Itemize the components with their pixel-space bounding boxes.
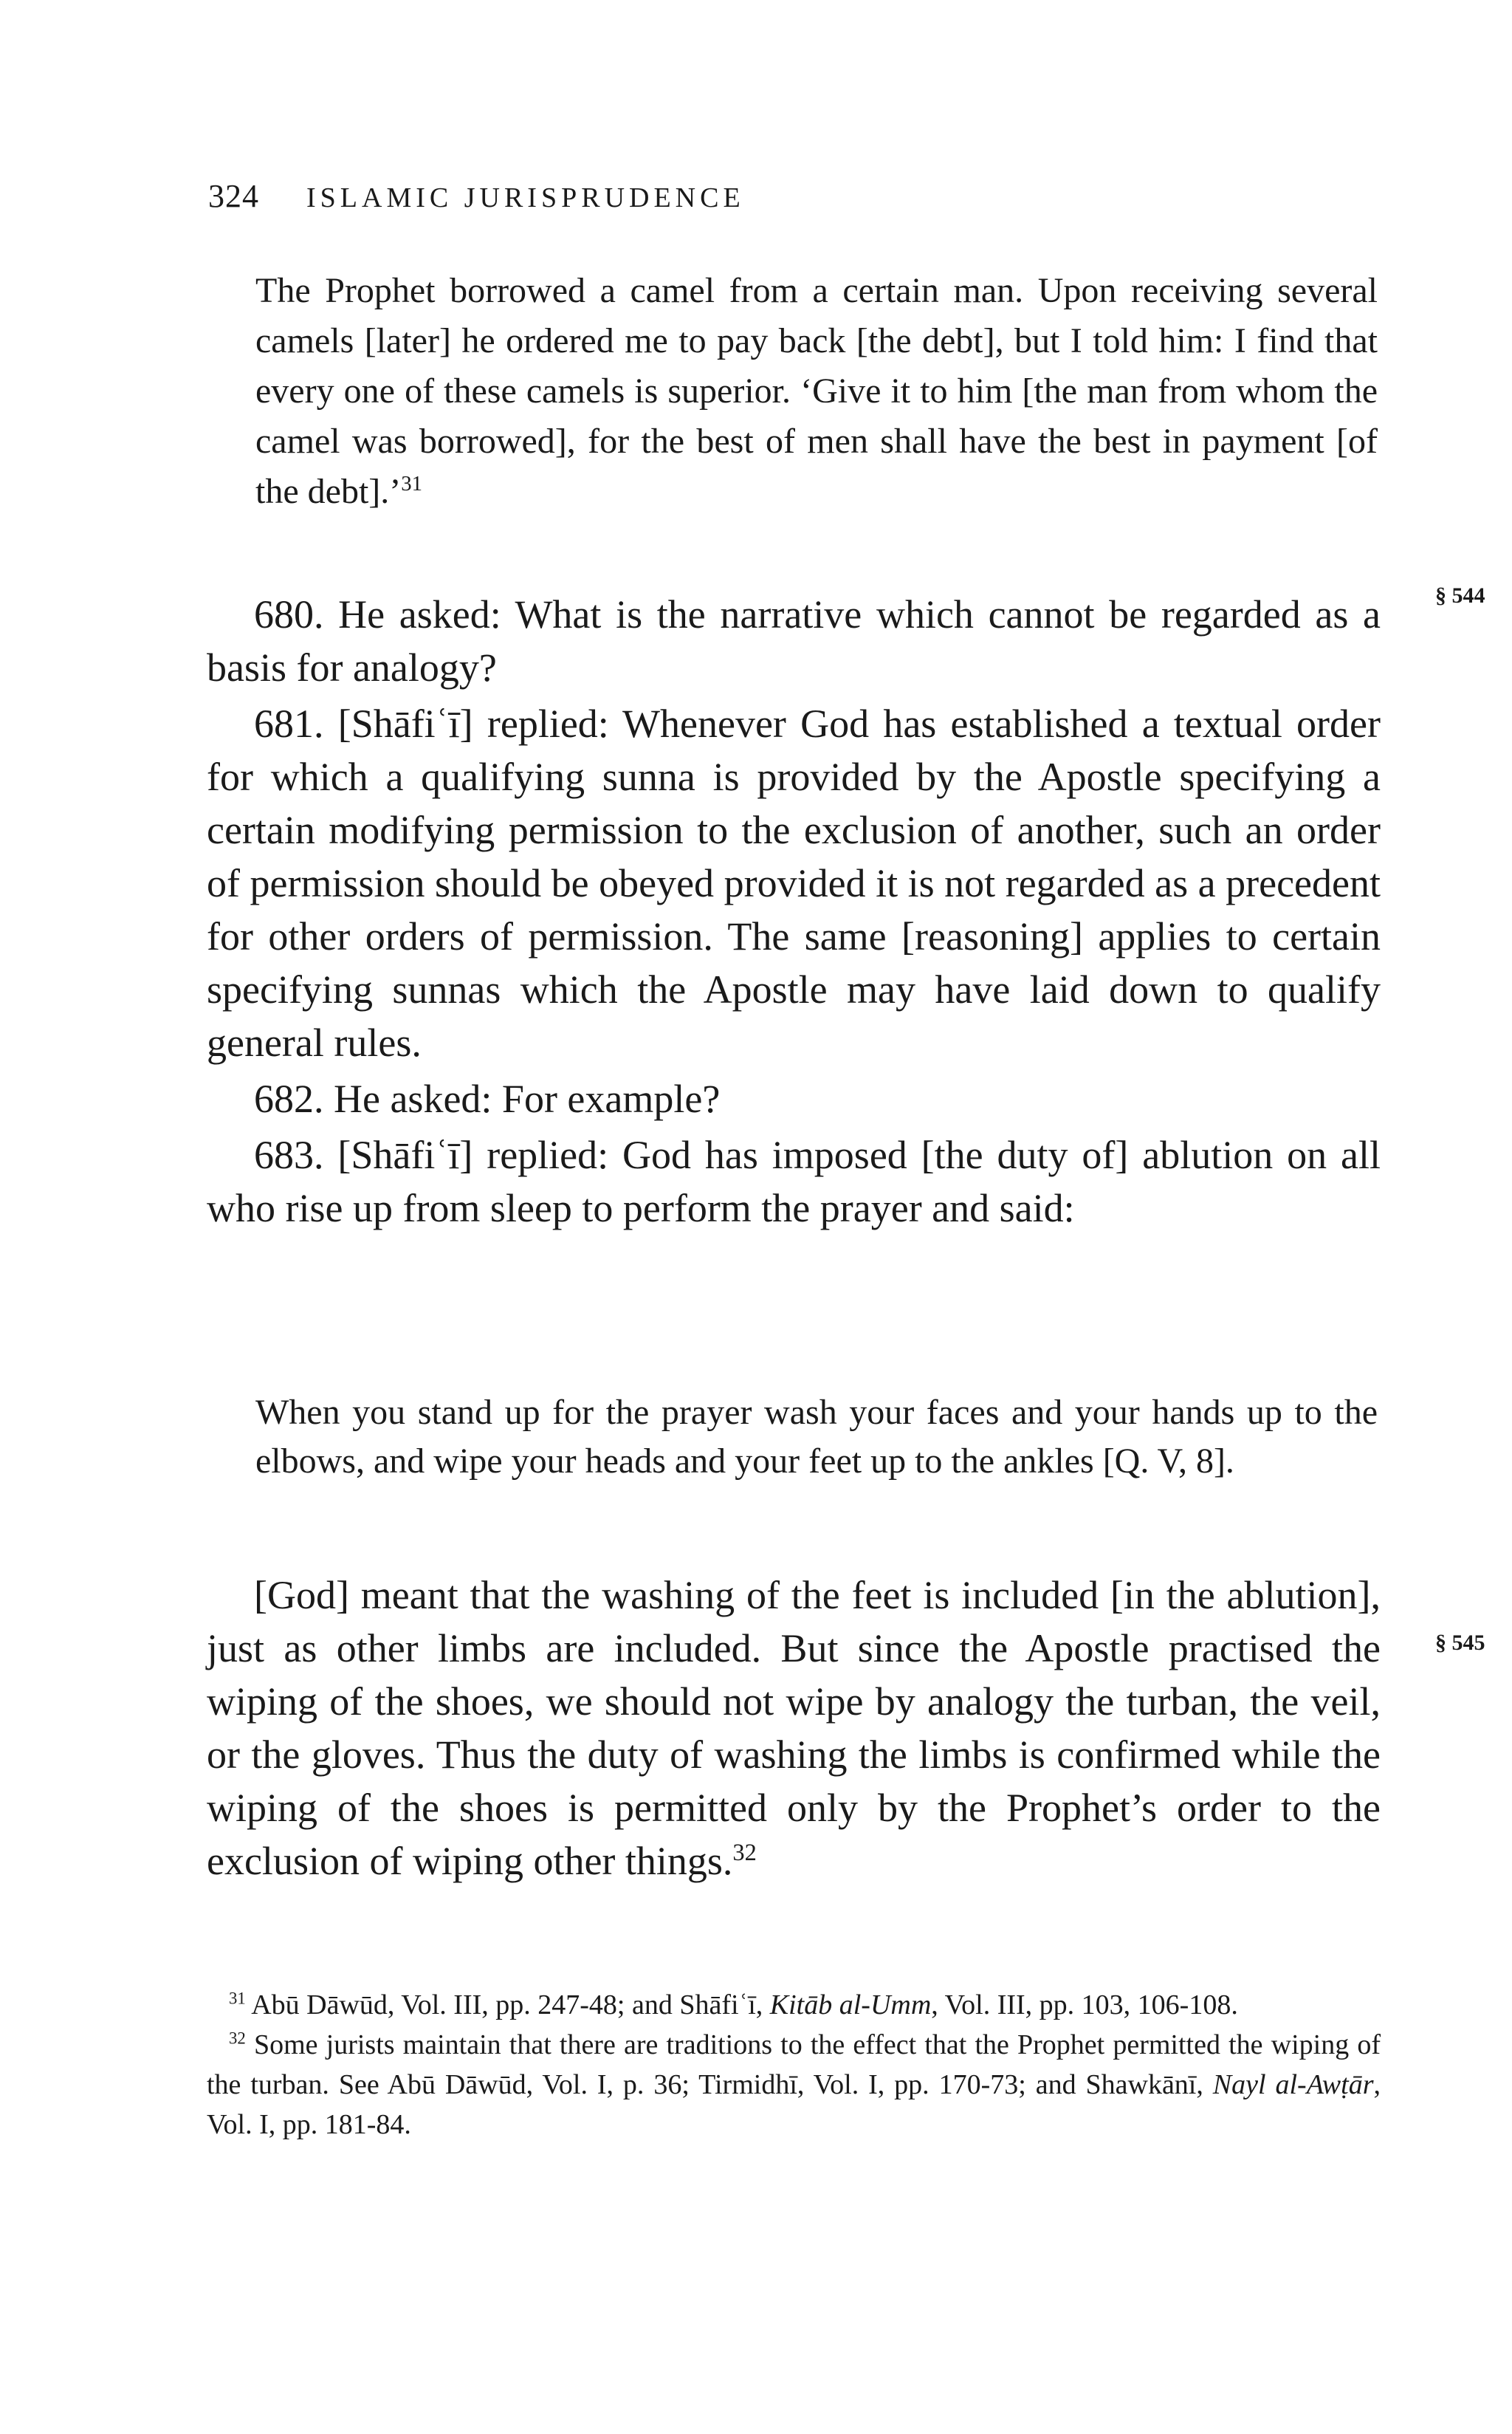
running-title: ISLAMIC JURISPRUDENCE [306,182,745,213]
paragraph-680: 680. He asked: What is the narrative which cannot be regarded as a basis for analogy? [207,592,1381,690]
cited-title: Kitāb al-Umm [769,1989,932,2020]
footnote-number: 31 [229,1989,246,2008]
footnote-ref: 32 [732,1840,757,1866]
footnote-ref: 31 [401,472,423,496]
page-header [208,177,745,215]
page-number: 324 [208,178,259,214]
paragraph-681: 681. [Shāfiʿī] replied: Whenever God has established a textual order for which a qualifying sunna is provided by the Apostle specifying a certain modifying permission to the exclusion of another, such an order of permission should be obeyed provided it is not regarded as a precedent for other orders of permission. The same [reasoning] applies to certain specifying sunnas which the Apostle may have laid down to qualify general rules. [207,702,1381,1065]
footnote-number: 32 [229,2029,246,2048]
block-quote-text: The Prophet borrowed a camel from a certain man. Upon receiving several camels [later] he ordered me to pay back [the debt], but I told him: I find that every one of these camels is superior. ‘Give it to him [the man from whom the camel was borrowed], for the best of men shall have the best in payment [of the debt].’$^{31}$ [255,271,1378,511]
continuation-text [207,1569,1381,1888]
paragraph-682: 682. He asked: For example? [254,1077,721,1121]
block-quote-quran [255,1388,1378,1486]
margin-section-ref: § 545 [1435,1631,1485,1655]
block-quote-camel [255,266,1378,517]
cited-title: Nayl al-Awṭār [1212,2069,1374,2100]
footnote-31: $^{31}$ Abū Dāwūd, Vol. III, pp. 247-48; and Shāfiʿī, Kitāb al-Umm, Vol. III, pp. 103, 106-108. [229,1989,1238,2020]
main-text [207,588,1381,1238]
margin-section-ref: § 544 [1435,583,1485,608]
block-quote-text: When you stand up for the prayer wash your faces and your hands up to the elbows, and wipe your heads and your feet up to the ankles [Q. V, 8]. [255,1393,1378,1481]
footnote-32: $^{32}$ Some jurists maintain that there are traditions to the effect that the Prophet permitted the wiping of the turban. See Abū Dāwūd, Vol. I, p. 36; Tirmidhī, Vol. I, pp. 170-73; and Shawkānī, Nayl al-Awṭār, Vol. I, pp. 181-84. [207,2029,1381,2140]
footnotes [207,1985,1381,2145]
paragraph-continuation: [God] meant that the washing of the feet is included [in the ablution], just as other limbs are included. But since the Apostle practised the wiping of the shoes, we should not wipe by analogy the turban, the veil, or the gloves. Thus the duty of washing the limbs is confirmed while the wiping of the shoes is permitted only by the Prophet’s order to the exclusion of wiping other things.$^{32}$ [207,1573,1381,1883]
paragraph-683: 683. [Shāfiʿī] replied: God has imposed [the duty of] ablution on all who rise up from sleep to perform the prayer and said: [207,1133,1381,1230]
